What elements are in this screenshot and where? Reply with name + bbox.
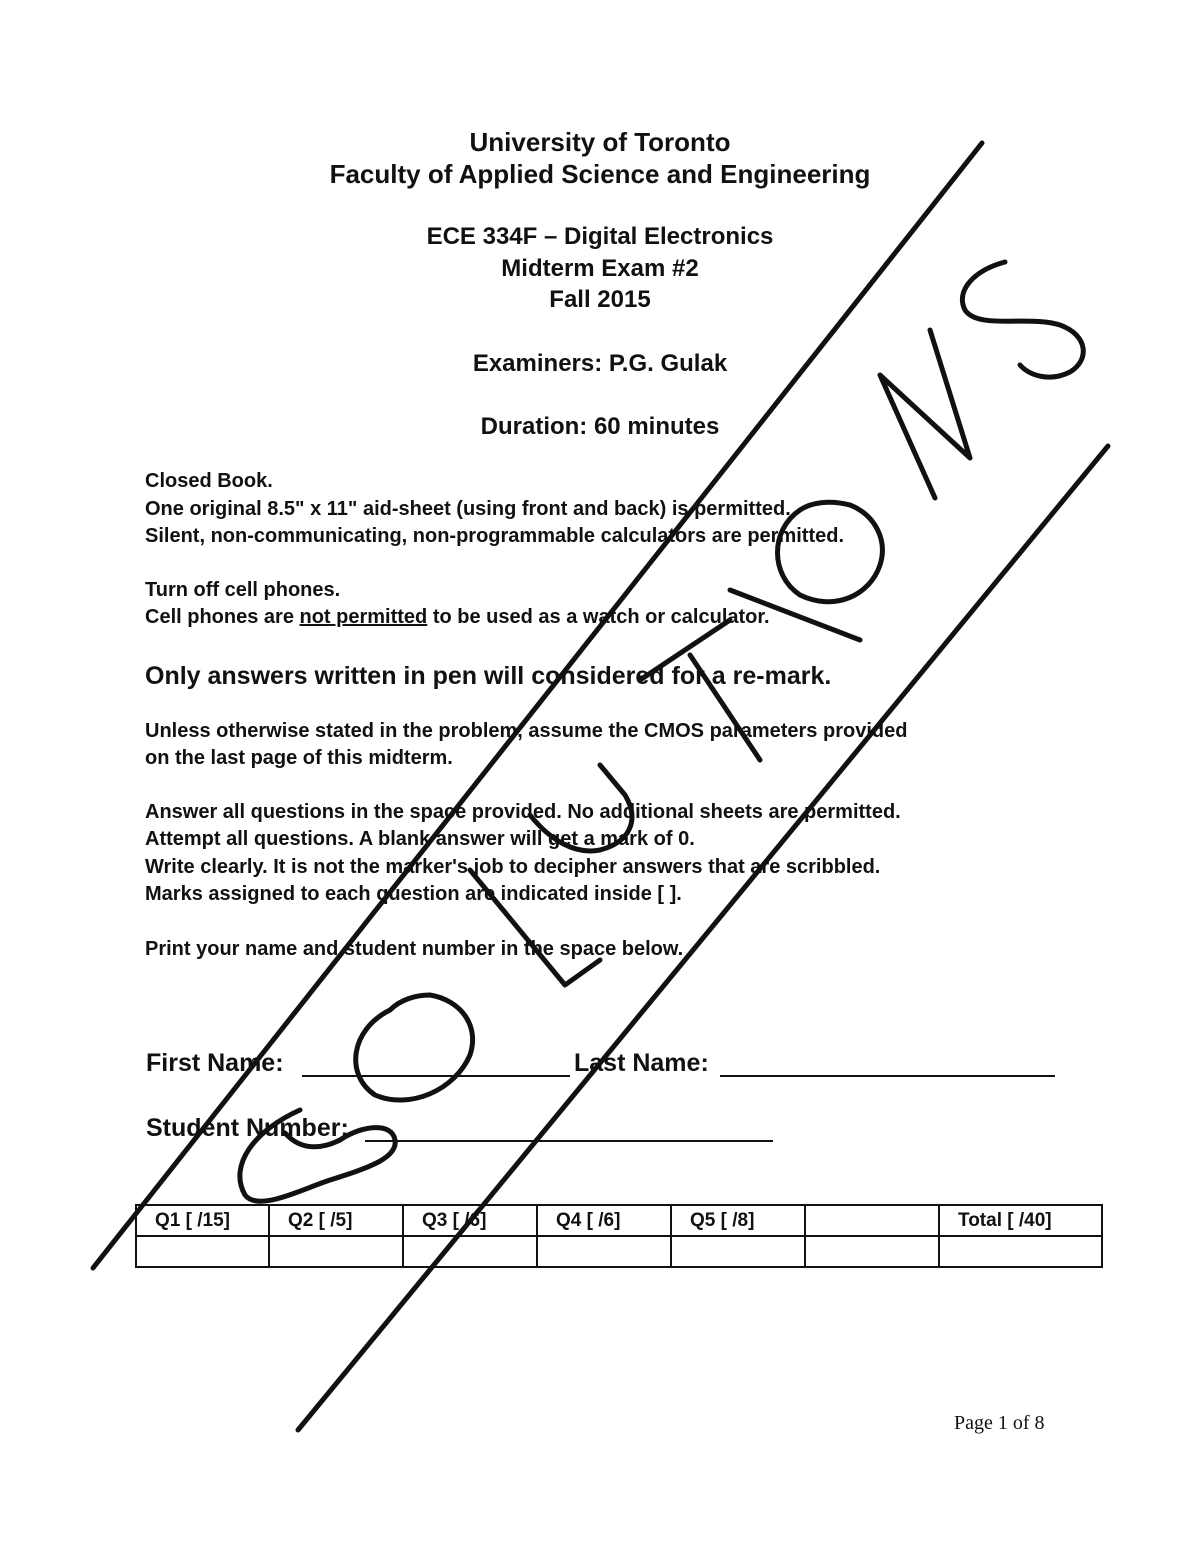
blank-score-cell[interactable]: [805, 1236, 939, 1267]
examiners: Examiners: P.G. Gulak: [472, 350, 728, 377]
last-name-label: Last Name:: [574, 1049, 709, 1077]
q3-header: Q3 [ /6]: [403, 1205, 537, 1236]
q4-score-cell[interactable]: [537, 1236, 671, 1267]
faculty-name: Faculty of Applied Science and Engineering: [329, 159, 871, 189]
instruction-calculators: Silent, non-communicating, non-programmable calculators are permitted.: [145, 525, 845, 547]
exam-title: Midterm Exam #2: [501, 255, 699, 282]
q2-header: Q2 [ /5]: [269, 1205, 403, 1236]
total-header: Total [ /40]: [939, 1205, 1102, 1236]
instruction-aid-sheet: One original 8.5" x 11" aid-sheet (using front and back) is permitted.: [145, 498, 791, 520]
q1-header: Q1 [ /15]: [136, 1205, 269, 1236]
cell-usage-prefix: Cell phones are: [145, 606, 300, 628]
not-permitted-emphasis: not permitted: [299, 606, 428, 628]
marks-table: [135, 1204, 1103, 1268]
instruction-print-name: Print your name and student number in the space below.: [145, 938, 684, 960]
university-name: University of Toronto: [469, 127, 731, 157]
q5-score-cell[interactable]: [671, 1236, 805, 1267]
first-name-label: First Name:: [146, 1049, 284, 1077]
course-title: ECE 334F – Digital Electronics: [426, 223, 774, 250]
first-name-field[interactable]: [302, 1075, 570, 1077]
q3-score-cell[interactable]: [403, 1236, 537, 1267]
instruction-marks: Marks assigned to each question are indicated inside [ ].: [145, 883, 682, 905]
student-number-label: Student Number:: [146, 1114, 349, 1142]
cell-usage-suffix: to be used as a watch or calculator.: [427, 606, 770, 628]
instruction-attempt-all: Attempt all questions. A blank answer will get a mark of 0.: [145, 828, 695, 850]
q5-header: Q5 [ /8]: [671, 1205, 805, 1236]
q1-score-cell[interactable]: [136, 1236, 269, 1267]
page-number: Page 1 of 8: [954, 1412, 1045, 1434]
instruction-cmos-2: on the last page of this midterm.: [145, 747, 453, 769]
duration: Duration: 60 minutes: [480, 413, 720, 440]
q2-score-cell[interactable]: [269, 1236, 403, 1267]
instruction-write-clearly: Write clearly. It is not the marker's job to decipher answers that are scribbled.: [145, 856, 881, 878]
watermark-letter-o: [356, 995, 473, 1100]
watermark-letter-o-upper: [778, 502, 883, 601]
marks-score-row: [136, 1236, 1102, 1267]
instruction-cmos-1: Unless otherwise stated in the problem, assume the CMOS parameters provided: [145, 720, 908, 742]
last-name-field[interactable]: [720, 1075, 1055, 1077]
blank-header: [805, 1205, 939, 1236]
q4-header: Q4 [ /6]: [537, 1205, 671, 1236]
instruction-closed-book: Closed Book.: [145, 470, 273, 492]
pen-remark-notice: Only answers written in pen will considered for a re-mark.: [145, 662, 832, 690]
instruction-answer-space: Answer all questions in the space provided. No additional sheets are permitted.: [145, 801, 901, 823]
instruction-cell-off: Turn off cell phones.: [145, 579, 341, 601]
instruction-cell-usage: [145, 604, 770, 631]
marks-header-row: [136, 1205, 1102, 1236]
student-number-field[interactable]: [365, 1140, 773, 1142]
exam-term: Fall 2015: [549, 286, 651, 313]
total-score-cell[interactable]: [939, 1236, 1102, 1267]
